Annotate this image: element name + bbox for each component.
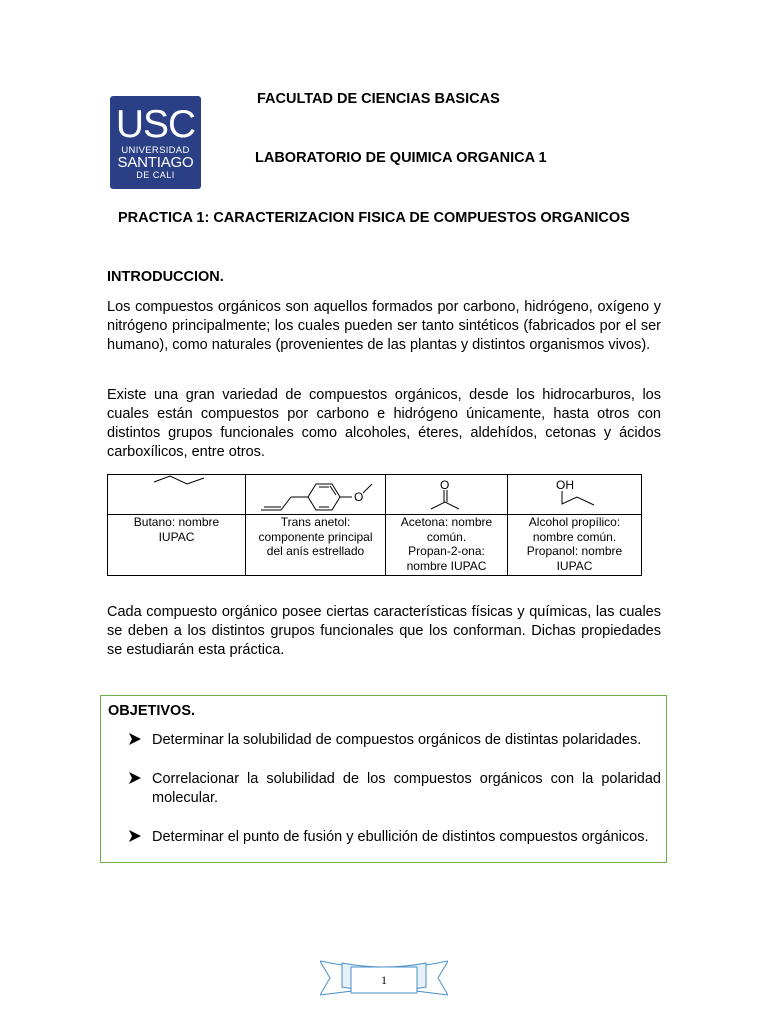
propanol-structure [508, 475, 642, 514]
acetone-structure-cell [386, 475, 508, 515]
structures-row [108, 475, 642, 515]
objective-text: Determinar el punto de fusión y ebullición de distintos compuestos orgánicos. [152, 829, 649, 845]
butane-structure-cell [108, 475, 246, 515]
university-logo [110, 96, 201, 189]
arrow-bullet-icon [128, 732, 142, 746]
intro-heading: INTRODUCCION. [107, 269, 224, 285]
intro-paragraph-1: Los compuestos orgánicos son aquellos formados por carbono, hidrógeno, oxígeno y nitrógeno principalmente; los cuales pueden ser tanto sintéticos (fabricados por el ser humano), como naturales (provenientes de las plantas y distintos organismos vivos). [107, 299, 661, 353]
acetone-oxygen-label: O [440, 478, 450, 492]
acetone-structure [386, 475, 508, 514]
logo-line-santiago: SANTIAGO [117, 154, 194, 171]
logo-line-de-cali: DE CALI [136, 170, 175, 180]
compound-name-cell: Acetona: nombre común. Propan-2-ona: nombre IUPAC [386, 515, 508, 576]
intro-paragraph-2: Existe una gran variedad de compuestos orgánicos, desde los hidrocarburos, los cuales están compuestos por carbono e hidrógeno únicamente, hasta otros con distintos grupos funcionales como alcoholes, éteres, aldehídos, cetonas y ácidos carboxílicos, entre otros. [107, 387, 661, 460]
objective-item [128, 770, 661, 808]
propanol-hydroxyl-label: OH [556, 478, 574, 492]
names-row [108, 515, 642, 576]
butane-structure [108, 475, 246, 514]
arrow-bullet-icon [128, 771, 142, 785]
objective-text: Determinar la solubilidad de compuestos orgánicos de distintas polaridades. [152, 732, 642, 748]
objective-item [128, 731, 661, 750]
practice-title: PRACTICA 1: CARACTERIZACION FISICA DE COMPUESTOS ORGANICOS [118, 210, 630, 226]
page-number: 1 [381, 973, 387, 987]
objectives-heading: OBJETIVOS. [108, 703, 196, 719]
anethole-structure [246, 475, 386, 514]
anethole-structure-cell [246, 475, 386, 515]
arrow-bullet-icon [128, 829, 142, 843]
lab-title: LABORATORIO DE QUIMICA ORGANICA 1 [255, 150, 547, 166]
compounds-table [107, 474, 642, 576]
objectives-box [100, 695, 667, 863]
intro-paragraph-3: Cada compuesto orgánico posee ciertas características físicas y químicas, las cuales se deben a los distintos grupos funcionales que los conforman. Dichas propiedades se estudiarán esta práctica. [107, 604, 661, 658]
anethole-oxygen-label: O [354, 490, 364, 504]
compound-name-cell: Alcohol propílico: nombre común. Propanol: nombre IUPAC [508, 515, 642, 576]
objective-text: Correlacionar la solubilidad de los compuestos orgánicos con la polaridad molecular. [152, 771, 661, 806]
propanol-structure-cell [508, 475, 642, 515]
logo-line-universidad: UNIVERSIDAD [121, 145, 190, 156]
compound-name-cell: Trans anetol: componente principal del anís estrellado [246, 515, 386, 576]
objective-item [128, 828, 661, 847]
faculty-title: FACULTAD DE CIENCIAS BASICAS [257, 91, 500, 107]
compound-name-cell: Butano: nombre IUPAC [108, 515, 246, 576]
logo-abbr: USC [115, 103, 196, 146]
